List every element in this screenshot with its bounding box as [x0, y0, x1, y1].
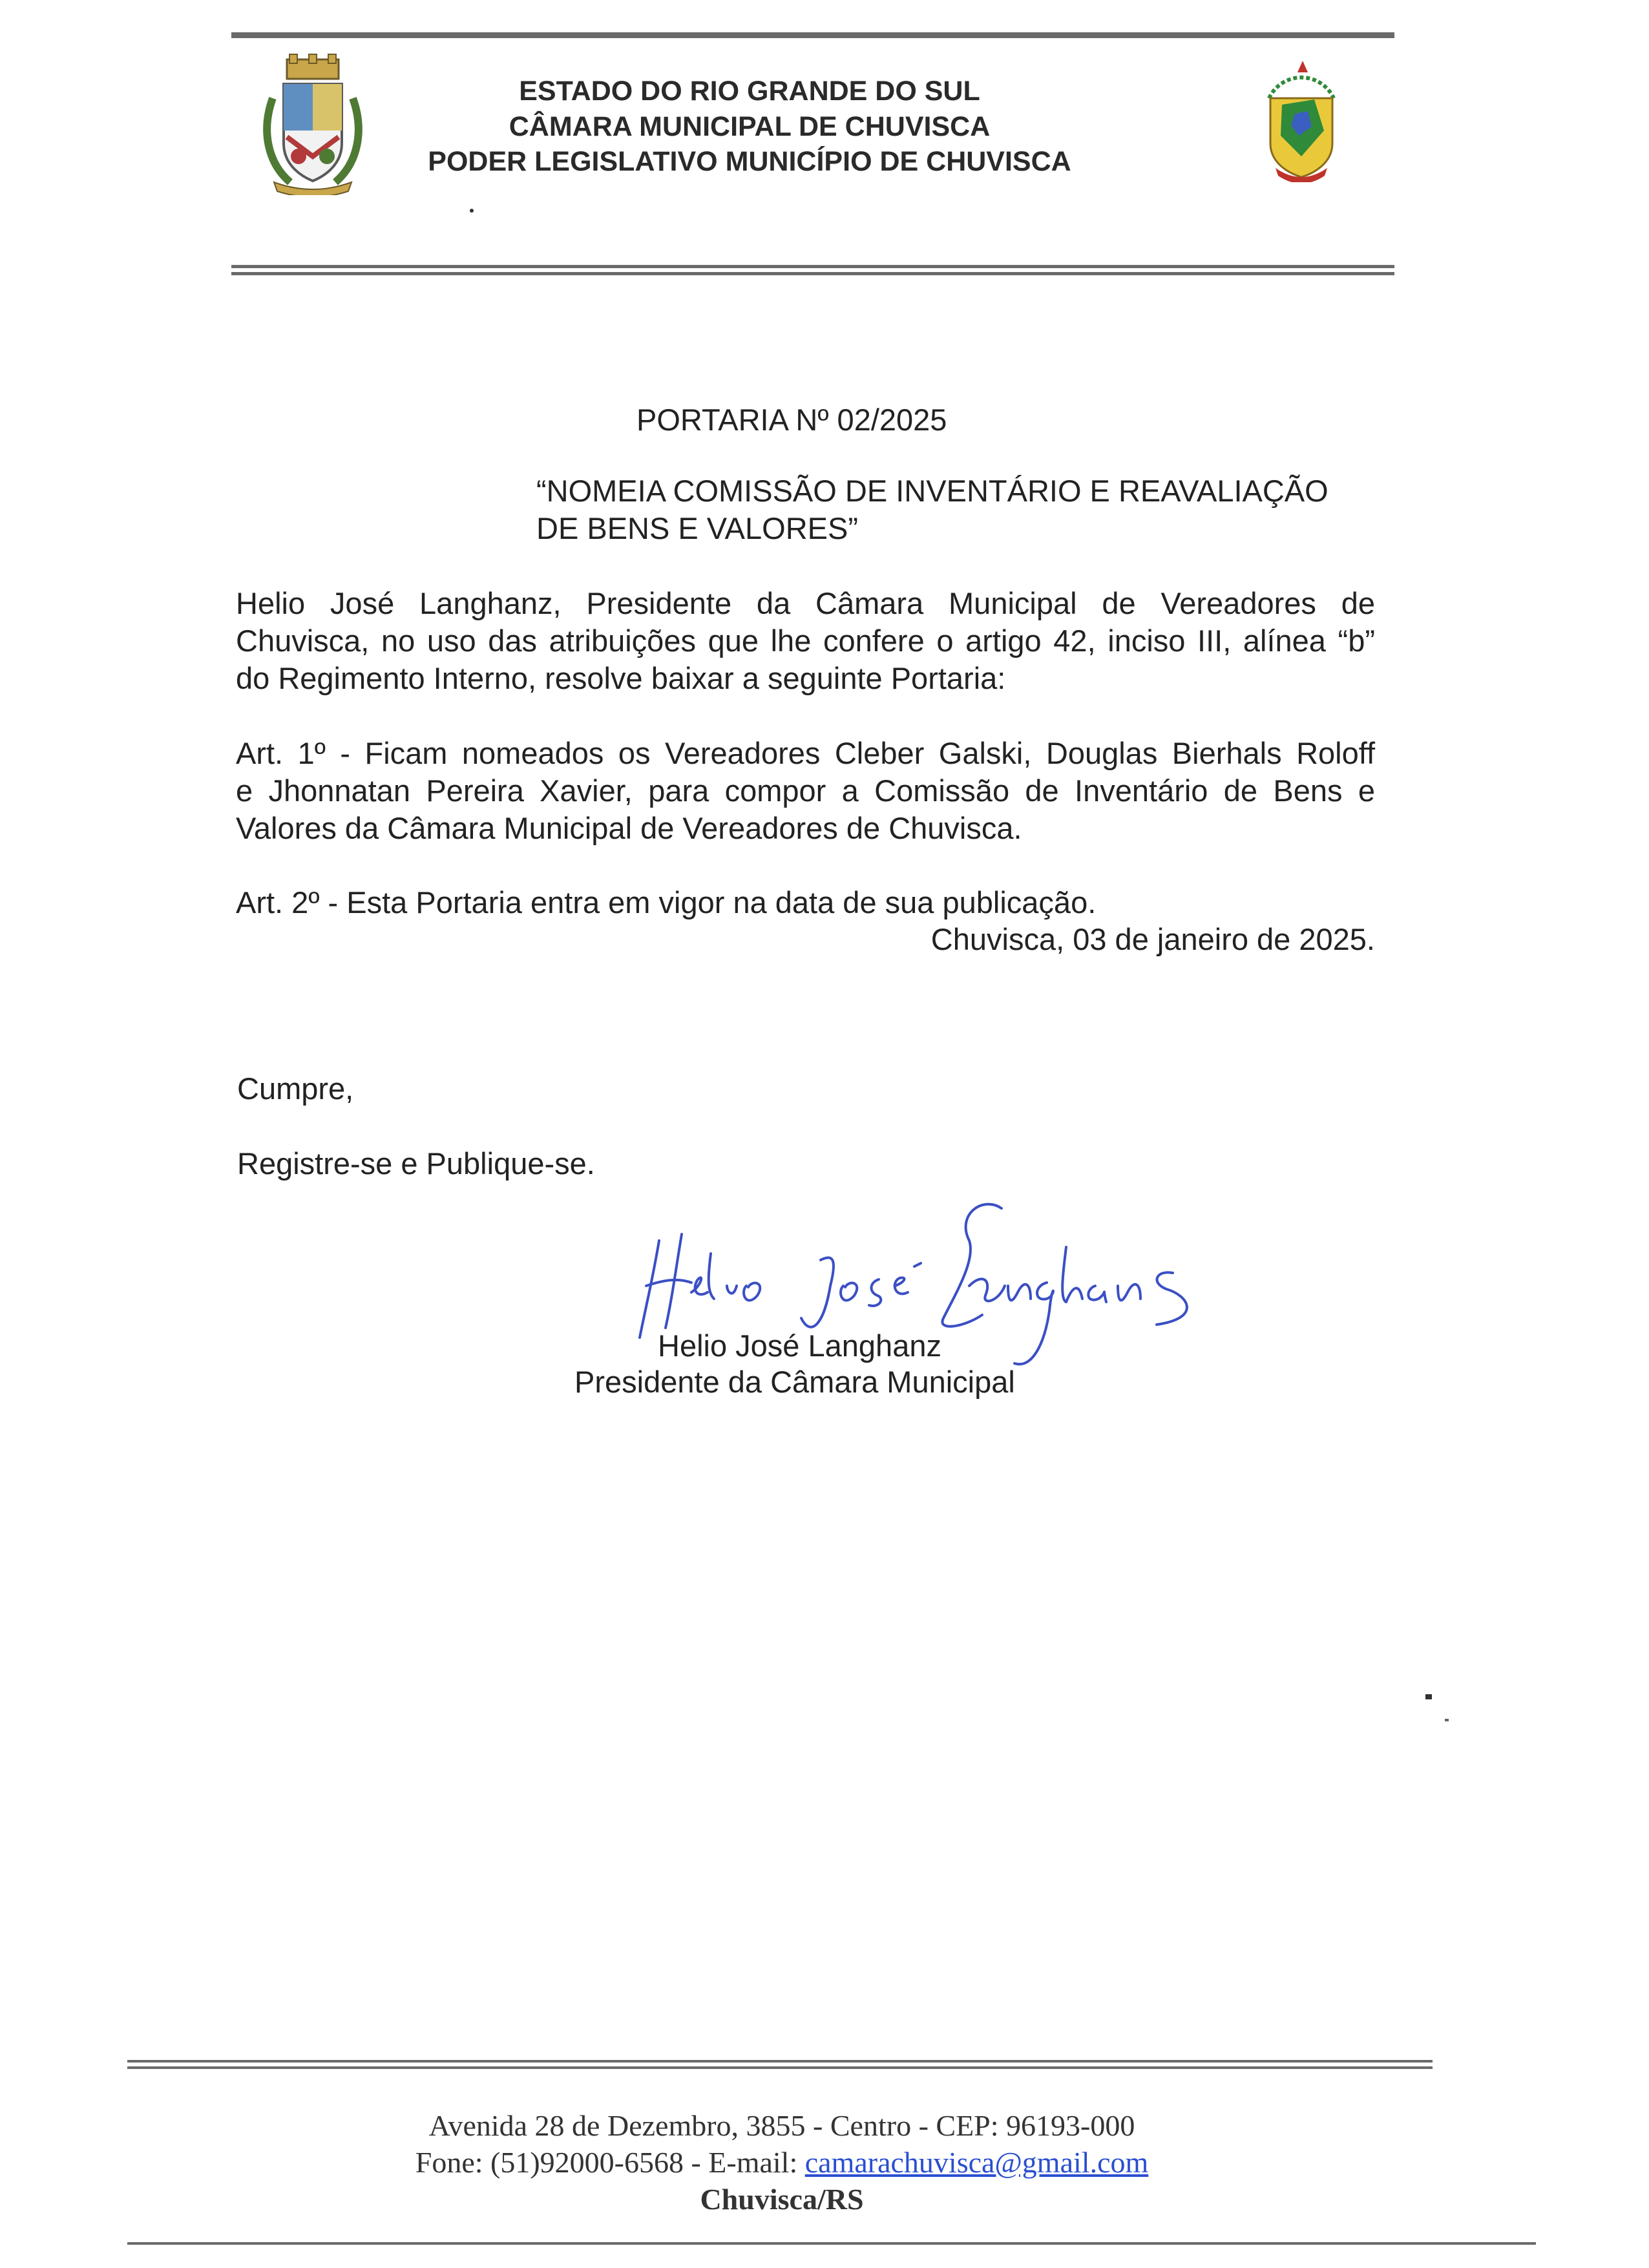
article-2: Art. 2º - Esta Portaria entra em vigor na data de sua publicação. [236, 885, 1097, 919]
header-line-chamber: CÂMARA MUNICIPAL DE CHUVISCA [509, 111, 991, 142]
article-1-line-3: Valores da Câmara Municipal de Vereadores de Chuvisca. [236, 811, 1022, 845]
footer-top-rule-2 [127, 2066, 1433, 2069]
article-1-line-2: e Jhonnatan Pereira Xavier, para compor a Comissão de Inventário de Bens e [236, 773, 1375, 808]
footer-email-link[interactable]: camarachuvisca@gmail.com [804, 2146, 1149, 2179]
document-title: PORTARIA Nº 02/2025 [636, 403, 947, 437]
header-line-state: ESTADO DO RIO GRANDE DO SUL [519, 76, 980, 107]
signatory-role: Presidente da Câmara Municipal [574, 1365, 1015, 1399]
closing-registre: Registre-se e Publique-se. [237, 1146, 595, 1181]
footer-contact [0, 2145, 1564, 2179]
header-bottom-rule-1 [231, 265, 1394, 268]
ementa-line-1: “NOMEIA COMISSÃO DE INVENTÁRIO E REAVALIAÇÃO [536, 474, 1329, 508]
footer-address: Avenida 28 de Dezembro, 3855 - Centro - CEP: 96193-000 [428, 2109, 1135, 2142]
chamber-seal-icon [1256, 59, 1347, 182]
scan-speck [1445, 1719, 1449, 1721]
signatory-name: Helio José Langhanz [658, 1328, 941, 1363]
place-date: Chuvisca, 03 de janeiro de 2025. [930, 922, 1375, 956]
footer-city: Chuvisca/RS [700, 2183, 864, 2216]
footer-bottom-rule [127, 2242, 1536, 2245]
header-line-legislative: PODER LEGISLATIVO MUNICÍPIO DE CHUVISCA [428, 146, 1071, 177]
closing-cumpre: Cumpre, [237, 1071, 354, 1106]
signature-text: Helio José Langhans [620, 1189, 627, 1190]
scan-speck [1425, 1694, 1432, 1699]
preamble-line-2: Chuvisca, no uso das atribuições que lhe confere o artigo 42, inciso III, alínea “b” [236, 624, 1375, 658]
article-1-line-1: Art. 1º - Ficam nomeados os Vereadores Cleber Galski, Douglas Bierhals Roloff [236, 736, 1375, 770]
header-top-rule [231, 32, 1394, 38]
preamble-line-1: Helio José Langhanz, Presidente da Câmara Municipal de Vereadores de [236, 586, 1375, 620]
header-speck [470, 209, 474, 213]
footer-phone: Fone: (51)92000-6568 - E-mail: [415, 2146, 805, 2179]
ementa-line-2: DE BENS E VALORES” [536, 511, 858, 545]
preamble-line-3: do Regimento Interno, resolve baixar a seguinte Portaria: [236, 661, 1006, 695]
header-bottom-rule-2 [231, 272, 1394, 275]
municipal-coat-of-arms-icon [261, 53, 364, 195]
footer-top-rule-1 [127, 2060, 1433, 2063]
